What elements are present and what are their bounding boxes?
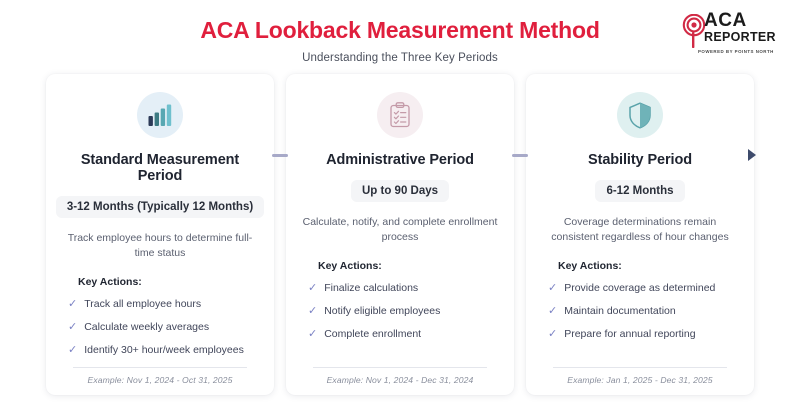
key-actions-label: Key Actions:	[558, 259, 622, 272]
key-actions-list	[60, 298, 260, 357]
page-title: ACA Lookback Measurement Method	[200, 17, 600, 43]
card-title: Administrative Period	[326, 152, 474, 168]
card-stability-period[interactable]	[526, 74, 754, 395]
key-actions-list	[540, 282, 740, 341]
connector-card1-to-card2	[272, 154, 288, 157]
example-date-range: Example: Nov 1, 2024 - Oct 31, 2025	[87, 375, 233, 386]
duration-badge: 6-12 Months	[595, 180, 684, 202]
aca-reporter-logo[interactable]	[682, 12, 786, 58]
list-item	[60, 321, 260, 334]
connector-card2-to-card3	[512, 154, 528, 157]
clipboard-checklist-icon	[377, 92, 423, 138]
divider	[313, 367, 487, 368]
list-item	[540, 282, 740, 295]
action-text: Provide coverage as determined	[564, 281, 716, 294]
check-icon: ✓	[308, 281, 318, 294]
example-date-range: Example: Jan 1, 2025 - Dec 31, 2025	[567, 375, 713, 386]
check-icon: ✓	[68, 320, 78, 333]
card-administrative-period[interactable]	[286, 74, 514, 395]
divider	[553, 367, 727, 368]
period-cards-row	[0, 74, 800, 395]
list-item	[60, 298, 260, 311]
list-item	[60, 344, 260, 357]
action-text: Identify 30+ hour/week employees	[84, 344, 244, 357]
list-item	[300, 305, 500, 318]
check-icon: ✓	[308, 328, 318, 341]
check-icon: ✓	[548, 304, 558, 317]
shield-icon	[617, 92, 663, 138]
bar-chart-icon	[137, 92, 183, 138]
example-date-range: Example: Nov 1, 2024 - Dec 31, 2024	[326, 375, 474, 386]
check-icon: ✓	[548, 328, 558, 341]
action-text: Prepare for annual reporting	[564, 328, 696, 341]
logo-tagline: POWERED BY POINTS NORTH	[698, 49, 774, 54]
action-text: Complete enrollment	[324, 328, 422, 341]
action-text: Calculate weekly averages	[84, 320, 210, 333]
page-subtitle: Understanding the Three Key Periods	[302, 52, 498, 65]
check-icon: ✓	[68, 344, 78, 357]
action-text: Notify eligible employees	[324, 304, 441, 317]
list-item	[540, 305, 740, 318]
flow-end-arrow-icon	[748, 149, 756, 161]
check-icon: ✓	[548, 281, 558, 294]
duration-badge: 3-12 Months (Typically 12 Months)	[56, 196, 264, 218]
card-title: Standard Measurement Period	[80, 152, 240, 184]
check-icon: ✓	[308, 304, 318, 317]
list-item	[540, 328, 740, 341]
logo-name-primary: ACA	[704, 10, 747, 31]
action-text: Track all employee hours	[84, 297, 202, 310]
divider	[73, 367, 247, 368]
logo-name-secondary: REPORTER	[704, 30, 776, 44]
card-description: Coverage determinations remain consistent regardless of hour changes	[551, 216, 729, 243]
check-icon: ✓	[68, 297, 78, 310]
card-title: Stability Period	[588, 152, 692, 168]
card-standard-measurement-period[interactable]	[46, 74, 274, 395]
logo-wordmark	[704, 12, 788, 44]
key-actions-list	[300, 282, 500, 341]
page-header	[0, 0, 800, 74]
card-description: Calculate, notify, and complete enrollment process	[302, 216, 498, 243]
list-item	[300, 328, 500, 341]
card-description: Track employee hours to determine full-time status	[67, 232, 253, 259]
key-actions-label: Key Actions:	[318, 259, 382, 272]
duration-badge: Up to 90 Days	[351, 180, 449, 202]
action-text: Maintain documentation	[564, 304, 676, 317]
action-text: Finalize calculations	[324, 281, 419, 294]
key-actions-label: Key Actions:	[78, 275, 142, 288]
list-item	[300, 282, 500, 295]
